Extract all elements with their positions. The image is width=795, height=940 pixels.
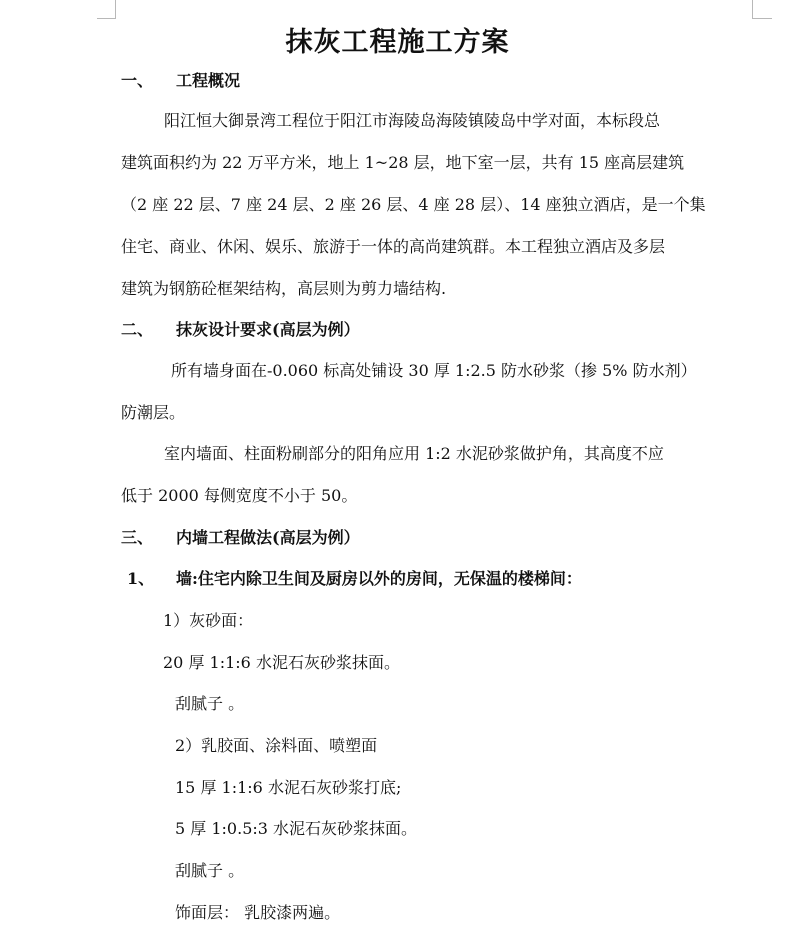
paragraph-line: （2 座 22 层、7 座 24 层、2 座 26 层、4 座 28 层）、14 座独立酒店，是一个集 [121,195,706,214]
crop-mark-top-right [752,0,753,18]
step-line: 15 厚 1:1:6 水泥石灰砂浆打底; [175,778,402,797]
document-title: 抹灰工程施工方案 [285,27,510,58]
step-line: 刮腻子 。 [175,861,245,880]
paragraph-line: 室内墙面、柱面粉刷部分的阳角应用 1:2 水泥砂浆做护角，其高度不应 [164,444,664,463]
step-line: 20 厚 1:1:6 水泥石灰砂浆抹面。 [163,653,400,672]
step-line: 1）灰砂面： [163,611,254,630]
paragraph-line: 低于 2000 每侧宽度不小于 50。 [121,486,358,505]
section-heading [121,319,360,341]
crop-mark-top-left [115,0,116,18]
step-line: 刮腻子 。 [175,694,245,713]
section-number: 三、 [121,528,154,547]
step-line: 饰面层： 乳胶漆两遍。 [175,903,341,922]
section-heading [121,70,240,92]
crop-mark-top-right [752,18,772,19]
paragraph-line: 住宅、商业、休闲、娱乐、旅游于一体的高尚建筑群。本工程独立酒店及多层 [121,237,666,256]
section-heading [121,527,360,549]
paragraph-line: 建筑面积约为 22 万平方米，地上 1~28 层，地下室一层，共有 15 座高层建筑 [121,153,685,172]
subsection-heading [127,568,582,590]
paragraph-line: 建筑为钢筋砼框架结构，高层则为剪力墙结构. [121,279,447,298]
section-title: 抹灰设计要求(高层为例） [176,320,360,339]
section-title: 工程概况 [176,71,241,90]
paragraph-line: 防潮层。 [121,403,186,422]
paragraph-line: 阳江恒大御景湾工程位于阳江市海陵岛海陵镇陵岛中学对面，本标段总 [164,111,661,130]
step-line: 2）乳胶面、涂料面、喷塑面 [175,736,378,755]
item-title: 墙:住宅内除卫生间及厨房以外的房间，无保温的楼梯间： [176,569,582,588]
item-number: 1、 [127,569,155,588]
crop-mark-top-left [97,18,116,19]
section-number: 二、 [121,320,154,339]
paragraph-line: 所有墙身面在-0.060 标高处铺设 30 厚 1:2.5 防水砂浆（掺 5% 防水剂） [171,361,697,380]
section-title: 内墙工程做法(高层为例） [176,528,360,547]
step-line: 5 厚 1:0.5:3 水泥石灰砂浆抹面。 [175,819,418,838]
section-number: 一、 [121,71,154,90]
